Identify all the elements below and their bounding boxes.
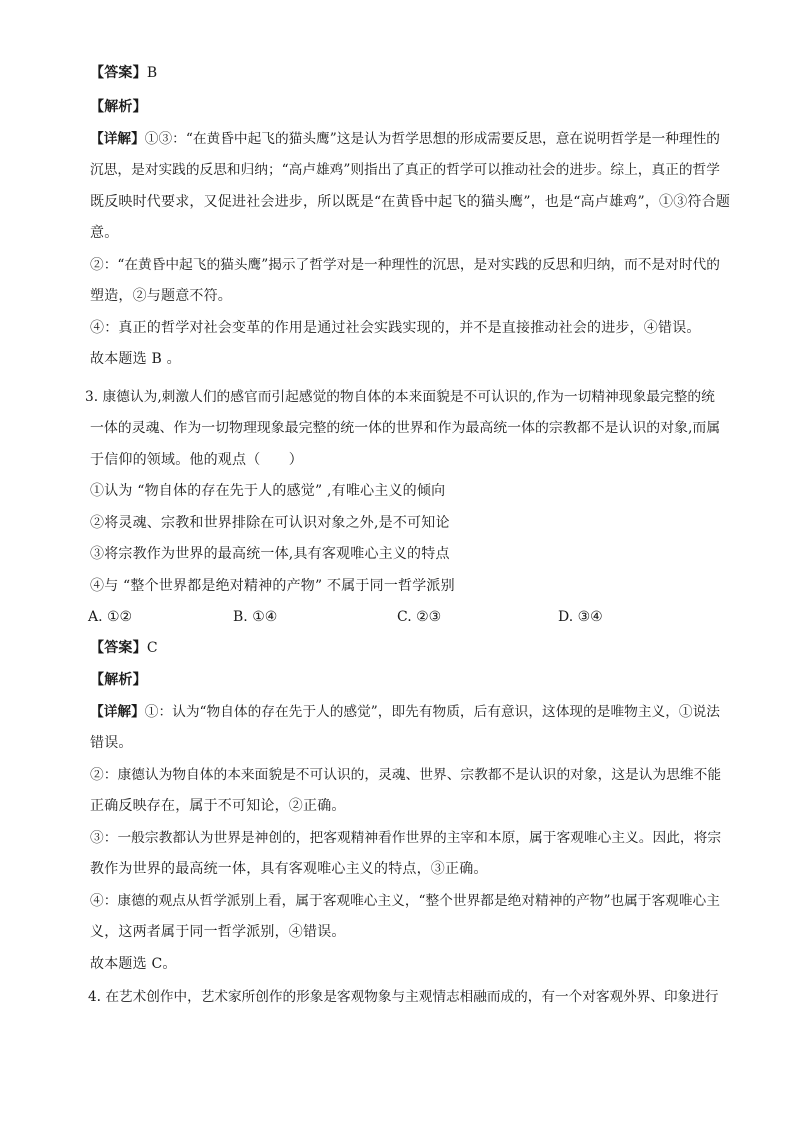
q2-conclusion: 故本题选 B 。 xyxy=(90,351,181,367)
q3-statement: ③将宗教作为世界的最高统一体,具有客观唯心主义的特点 xyxy=(90,546,450,562)
q3-detail-line: 义，这两者属于同一哲学派别，④错误。 xyxy=(90,924,346,940)
q2-detail-line: ②：“在黄昏中起飞的猫头鹰”揭示了哲学对是一种理性的沉思，是对实践的反思和归纳，而不是对时代的 xyxy=(90,257,720,273)
q3-stem-line: 一体的灵魂、作为一切物理现象最完整的统一体的世界和作为最高统一体的宗教都不是认识的对象,而属 xyxy=(90,420,721,436)
answer-value: C xyxy=(146,640,158,656)
q3-answer xyxy=(90,638,158,658)
q3-detail-line: ②：康德认为物自体的本来面貌是不可认识的，灵魂、世界、宗教都不是认识的对象，这是认为思维不能 xyxy=(90,767,722,783)
q2-analysis-label: 【解析】 xyxy=(90,99,147,115)
detail-label: 【详解】 xyxy=(90,131,145,147)
q3-detail-line: 教作为世界的最高统一体，具有客观唯心主义的特点，③正确。 xyxy=(90,861,488,877)
q3-statement: ①认为 “物自体的存在先于人的感觉” ,有唯心主义的倾向 xyxy=(90,483,446,499)
q2-detail-line: 沉思，是对实践的反思和归纳；“高卢雄鸡”则指出了真正的哲学可以推动社会的进步。综上，真正的哲学 xyxy=(90,162,720,178)
q3-detail-line: ④：康德的观点从哲学派别上看，属于客观唯心主义，“整个世界都是绝对精神的产物”也属于客观唯心主 xyxy=(90,893,720,909)
q2-answer xyxy=(90,63,157,83)
q3-analysis-label: 【解析】 xyxy=(90,672,147,688)
q3-stem-line: 于信仰的领域。他的观点（ ） xyxy=(90,452,303,468)
q3-detail-line: 【详解】①：认为“物自体的存在先于人的感觉”，即先有物质，后有意识，这体现的是唯物主义，①说法 xyxy=(90,704,720,720)
q3-conclusion: 故本题选 C。 xyxy=(90,956,177,972)
q3-stem-line: 3. 康德认为,刺激人们的感官而引起感觉的物自体的本来面貌是不可认识的,作为一切精神现象最完整的统 xyxy=(85,389,715,405)
q4-stem-line: 4. 在艺术创作中，艺术家所创作的形象是客观物象与主观情志相融而成的，有一个对客观外界、印象进行 xyxy=(88,989,719,1005)
q2-detail-line: 【详解】①③：“在黄昏中起飞的猫头鹰”这是认为哲学思想的形成需要反思，意在说明哲学是一种理性的 xyxy=(90,131,720,147)
q3-detail-line: 正确反映存在，属于不可知论，②正确。 xyxy=(90,798,346,814)
option-b: B. ①④ xyxy=(233,609,278,625)
q3-detail-line: 错误。 xyxy=(90,735,133,751)
q3-detail-line: ③：一般宗教都认为世界是神创的，把客观精神看作世界的主宰和本原，属于客观唯心主义。因此，将宗 xyxy=(90,830,722,846)
option-d: D. ③④ xyxy=(558,609,603,625)
answer-label: 【答案】 xyxy=(90,65,147,81)
q3-statement: ④与 “整个世界都是绝对精神的产物” 不属于同一哲学派别 xyxy=(90,578,455,594)
q2-detail-line: 意。 xyxy=(90,225,119,241)
option-c: C. ②③ xyxy=(397,609,442,625)
q2-detail-line: 塑造，②与题意不符。 xyxy=(90,288,232,304)
q2-detail-line: ④：真正的哲学对社会变革的作用是通过社会实践实现的，并不是直接推动社会的进步，④错误。 xyxy=(90,320,701,336)
detail-label: 【详解】 xyxy=(90,704,145,720)
answer-label: 【答案】 xyxy=(90,640,147,656)
q3-statement: ②将灵魂、宗教和世界排除在可认识对象之外,是不可知论 xyxy=(90,515,450,531)
answer-value: B xyxy=(146,65,158,81)
option-a: A. ①② xyxy=(88,609,133,625)
q2-detail-line: 既反映时代要求，又促进社会进步，所以既是“在黄昏中起飞的猫头鹰”，也是“高卢雄鸡”，①③符合题 xyxy=(90,194,731,210)
